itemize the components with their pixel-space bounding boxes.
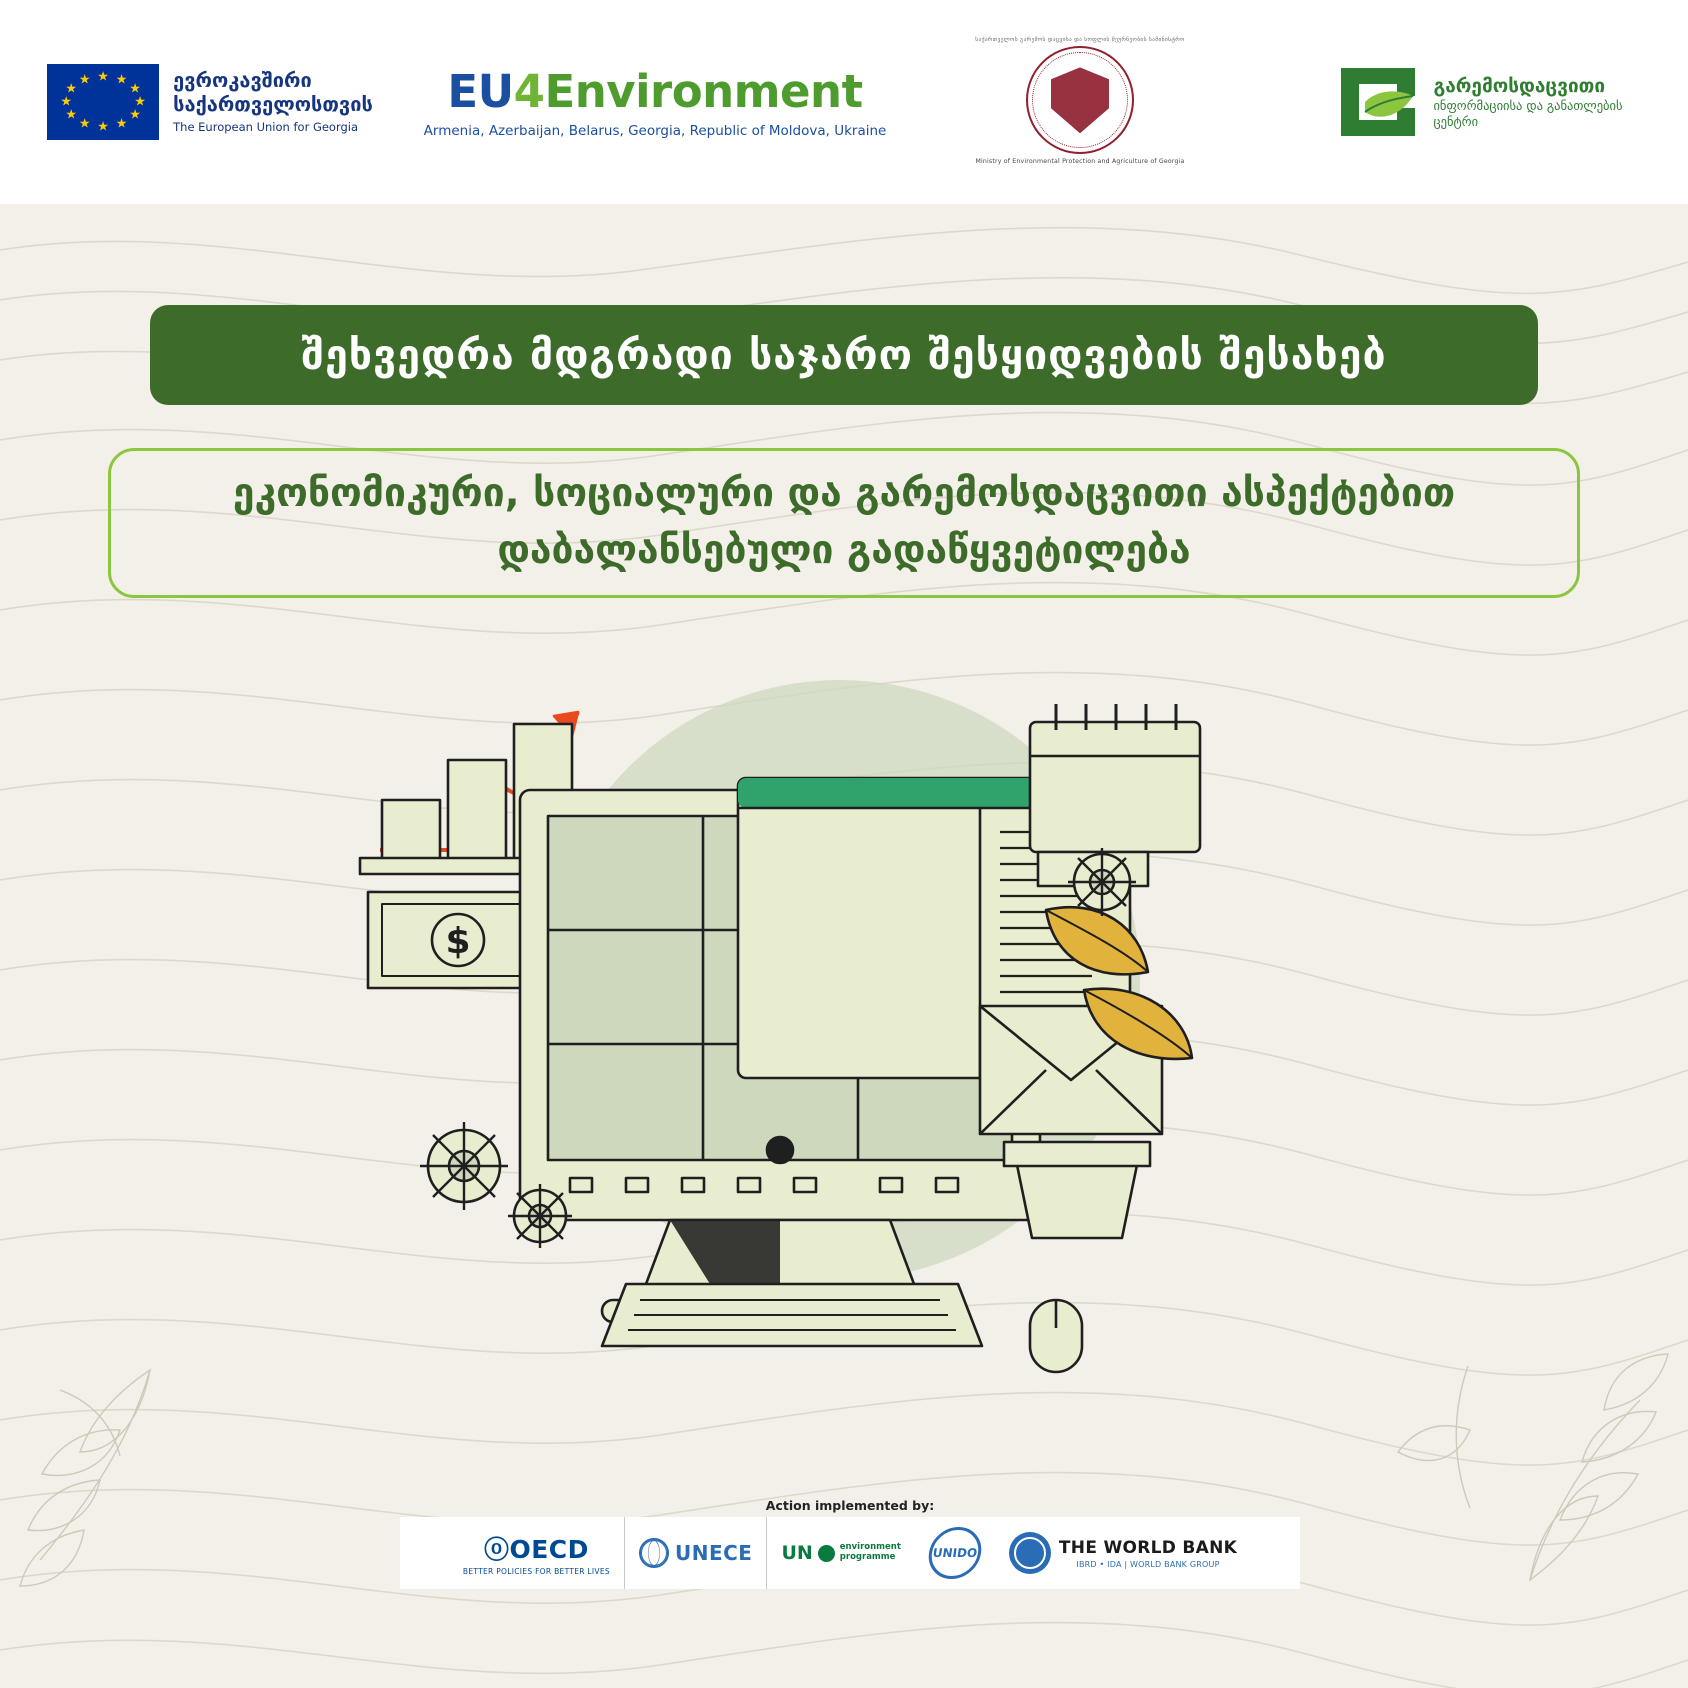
environmental-information-education-centre-logo	[1270, 0, 1688, 204]
unido-name: UNIDO	[925, 1527, 984, 1579]
monitor-procurement-illustration	[340, 660, 1370, 1380]
centre-line3: ცენტრი	[1433, 113, 1479, 129]
svg-text:$: $	[445, 921, 471, 962]
unece-logo	[625, 1517, 767, 1589]
eu-logo-line2: საქართველოსთვის	[173, 91, 373, 116]
page-subtitle-box	[108, 448, 1580, 598]
globe-icon	[639, 1538, 669, 1568]
world-bank-globe-icon	[1009, 1532, 1051, 1574]
unep-globe-icon	[818, 1545, 835, 1562]
eu4-suffix: Environment	[544, 65, 863, 118]
unep-line1: environment	[839, 1542, 901, 1553]
oecd-tagline: BETTER POLICIES FOR BETTER LIVES	[462, 1567, 610, 1576]
footer-partners	[400, 1498, 1300, 1589]
ministry-of-environment-georgia-emblem	[890, 0, 1270, 204]
centre-line1: გარემოსდაცვითი	[1433, 75, 1606, 98]
implemented-by-label: Action implemented by:	[765, 1498, 935, 1513]
header-logo-bar	[0, 0, 1688, 204]
eu4-number: 4	[513, 65, 545, 118]
ministry-caption: Ministry of Environmental Protection and Agriculture of Georgia	[975, 158, 1185, 166]
oecd-name: ⓞOECD	[483, 1535, 589, 1564]
page-title-banner	[150, 305, 1538, 405]
unep-un-text: UN	[781, 1542, 813, 1564]
eu-logo-line1: ევროკავშირი	[173, 68, 312, 93]
centre-line2: ინფორმაციისა და განათლების	[1433, 98, 1623, 114]
unep-line2: programme	[839, 1552, 896, 1562]
un-environment-programme-logo	[767, 1517, 914, 1589]
unido-logo	[915, 1517, 995, 1589]
centre-leaf-book-icon	[1335, 62, 1421, 142]
ministry-seal-icon	[1026, 46, 1134, 154]
page-subtitle-line2: დაბალანსებული გადაწყვეტილება	[497, 528, 1191, 573]
eu-georgia-logo	[0, 0, 420, 204]
world-bank-logo	[995, 1517, 1251, 1589]
page-title: შეხვედრა მდგრადი საჯარო შესყიდვების შესახებ	[301, 331, 1387, 379]
oecd-logo	[449, 1517, 625, 1589]
world-bank-sub: IBRD • IDA | WORLD BANK GROUP	[1076, 1559, 1220, 1569]
eu-logo-line3: The European Union for Georgia	[173, 120, 359, 135]
eu4-prefix: EU	[447, 65, 514, 118]
world-bank-name: THE WORLD BANK	[1058, 1537, 1238, 1558]
eu4environment-logo	[420, 0, 890, 204]
ministry-ring-text: საქართველოს გარემოს დაცვისა და სოფლის მეურნეობის სამინისტრო	[975, 37, 1185, 44]
unece-name: UNECE	[674, 1541, 753, 1565]
eu-flag-icon: ★ ★ ★ ★ ★ ★ ★ ★ ★ ★ ★ ★	[47, 64, 159, 140]
eu4-countries: Armenia, Azerbaijan, Belarus, Georgia, Republic of Moldova, Ukraine	[423, 123, 887, 139]
page-subtitle-line1: ეკონომიკური, სოციალური და გარემოსდაცვითი ასპექტებით	[232, 471, 1456, 517]
